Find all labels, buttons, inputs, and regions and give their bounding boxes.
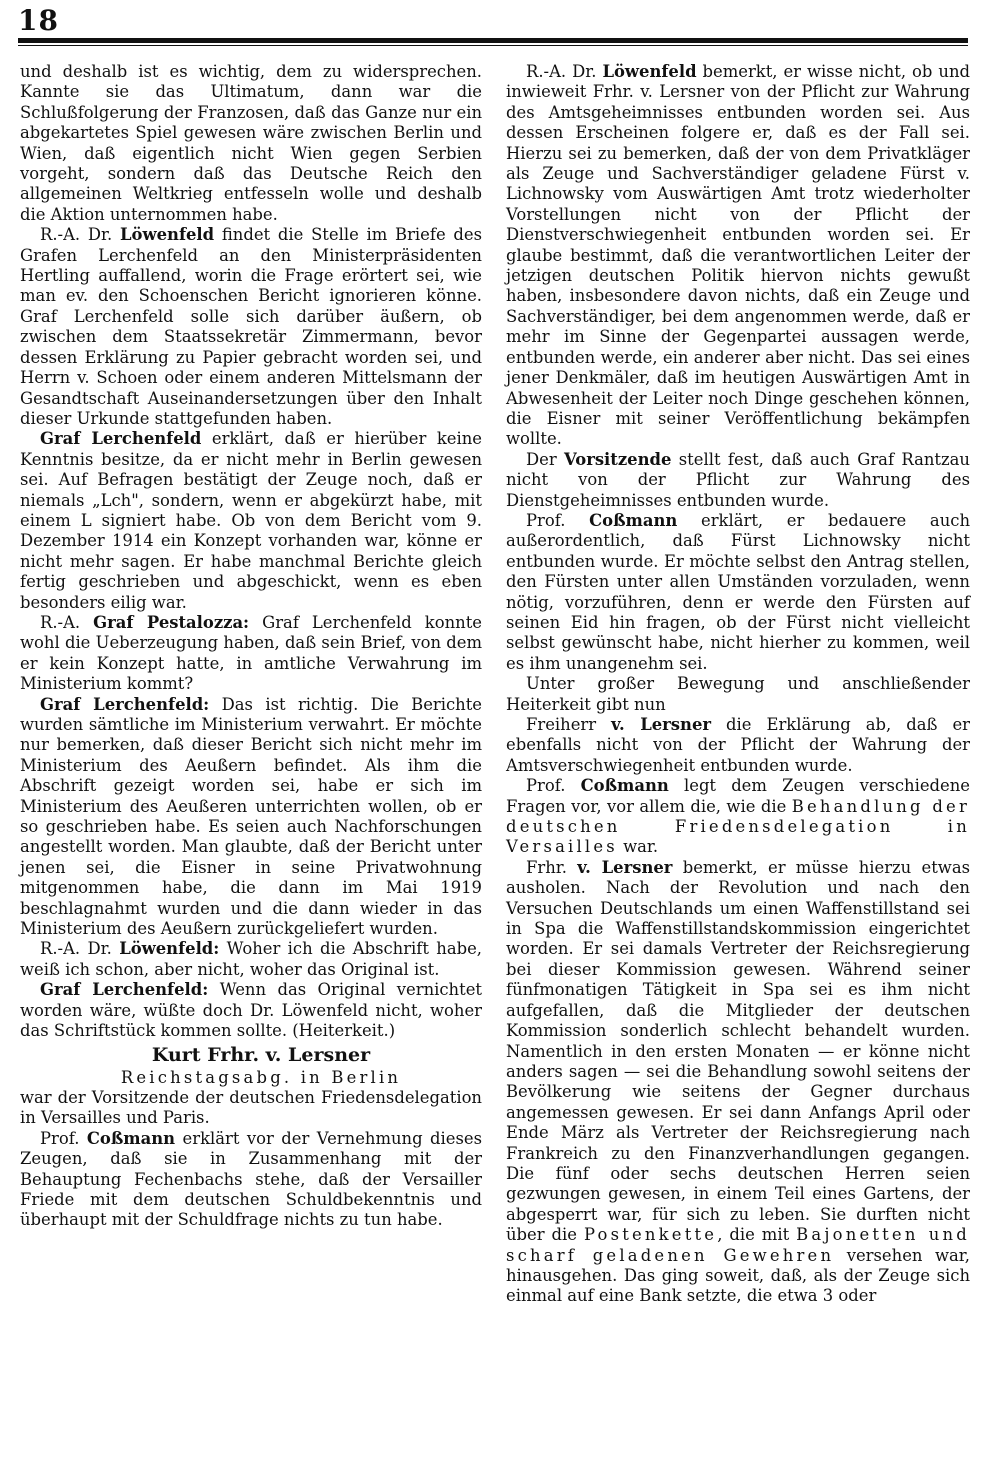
text-run: erklärt, er bedauere auch außerordentlich, daß Fürst Lichnowsky nicht entbunden wurde. Er möchte selbst den Antrag stellen, den Fürsten unter allen Umständen vorzuladen, wenn nötig, vorzuführen, denn er werde den Fürsten auf seinen Eid hin fragen, ob der Fürst nicht vielleicht selbst gewünscht habe, nicht hierher zu kommen, weil es ihm unangenehm sei. [506, 510, 970, 673]
section-heading: Kurt Frhr. v. Lersner [151, 1043, 371, 1066]
text-run: Der [526, 449, 565, 469]
emphasized-text: Bajonetten und scharf geladenen Gewehren [506, 1225, 970, 1265]
right-column [506, 62, 970, 1307]
paragraph [506, 715, 970, 776]
text-run: Freiherr [526, 715, 612, 734]
text-run: findet die Stelle im Briefe des Grafen Lerchenfeld an den Ministerpräsidenten Hertling auffallend, worin die Frage erörtert sei, wie man ev. den Schoenschen Bericht ignorieren könne. Graf Lerchenfeld solle sich darüber äußern, ob zwischen dem Staatssekretär Zimmermann, bevor dessen Erklärung zu Papier gebracht worden sei, und Herrn v. Schoen oder einem anderen Mittelsmann der Gesandtschaft Auseinandersetzungen über den Inhalt dieser Urkunde stattgefunden haben. [20, 225, 482, 428]
speaker-name: Coßmann [86, 1128, 176, 1148]
text-run: , die mit [717, 1225, 797, 1245]
page-number: 18 [18, 4, 59, 37]
text-run: erklärt vor der Vernehmung dieses Zeugen, daß sie in Zusammenhang mit der Behauptung Fechenbachs stehe, daß der Versailler Friede mit dem deutschen Schuldbekenntnis und überhaupt mit der Schuldfrage nichts zu tun habe. [20, 1128, 482, 1230]
paragraph [506, 674, 970, 715]
paragraph [506, 511, 970, 674]
text-run: Graf Lerchenfeld konnte wohl die Ueberzeugung haben, daß sein Brief, von dem er kein Konzept hatte, in amtliche Verwahrung im Ministerium kommt? [20, 612, 482, 694]
text-run: Woher ich die Abschrift habe, weiß ich schon, aber nicht, woher das Original ist. [20, 939, 483, 979]
speaker-name: Löwenfeld [602, 62, 697, 81]
speaker-name: Coßmann [589, 510, 678, 530]
paragraph [20, 939, 482, 980]
text-run: stellt fest, daß auch Graf Rantzau nicht von der Pflicht zur Wahrung des Dienstgeheimnisses entbunden wurde. [506, 449, 970, 510]
left-column [20, 62, 482, 1231]
text-run: bemerkt, er wisse nicht, ob und inwieweit Frhr. v. Lersner von der Pflicht zur Wahrung des Amtsgeheimnisses entbunden worden sei. Aus dessen Erscheinen folgere er, daß es der Fall sei. Hierzu sei zu bemerken, daß der von dem Privatkläger als Zeuge und Sachverständiger geladene Fürst v. Lichnowsky vom Auswärtigen Amt trotz wiederholter Vorstellungen nicht von der Pflicht der Dienstverschwiegenheit entbunden worden sei. Er glaube bestimmt, daß die verantwortlichen Leiter der jetzigen deutschen Politik hiervon nichts gewußt haben, insbesondere davon nichts, daß ein Zeuge und Sachverständiger, bei dem angenommen werde, daß er mehr im Sinne der Gegenpartei aussagen werde, entbunden werde, ein anderer aber nicht. Das sei eines jener Denkmäler, daß im heutigen Auswärtigen Amt in Abwesenheit der Leiter noch Dinge geschehen können, die Eisner mit seiner Veröffentlichung bekämpfen wollte. [506, 62, 970, 449]
paragraph [20, 980, 482, 1041]
speaker-name: Graf Lerchenfeld: [40, 694, 210, 714]
paragraph [506, 858, 970, 1307]
text-run: erklärt, daß er hierüber keine Kenntnis besitze, da er nicht mehr in Berlin gewesen sei. Auf Befragen bestätigt der Zeuge noch, daß er niemals „Lch", sondern, wenn er abgekürzt habe, mit einem L signiert habe. Ob von dem Bericht vom 9. Dezember 1914 ein Konzept vorhanden war, könne er nicht mehr sagen. Er habe manchmal Berichte gleich fertig geschrieben und abgeschickt, wenn es eben besonders eilig war. [20, 429, 482, 612]
paragraph [20, 613, 482, 695]
speaker-name: Löwenfeld: [119, 939, 220, 959]
text-run: Das ist richtig. Die Berichte wurden sämtliche im Ministerium verwahrt. Er möchte nur bemerken, daß dieser Bericht sich nicht mehr im Ministerium des Aeußern befindet. Als ihm die Abschrift gezeigt worden sei, habe er sich im Ministerium des Aeußeren unterrichten wollen, ob er so geschrieben habe. Es seien auch Nachforschungen angestellt worden. Man glaubte, daß der Bericht unter jenen sei, die Eisner in seine Privatwohnung mitgenommen habe, die dann im Mai 1919 beschlagnahmt wurden und die dann wieder in das Ministerium des Aeußern zurückgeliefert wurden. [20, 694, 482, 939]
paragraph [20, 62, 482, 225]
speaker-name: Vorsitzende [564, 449, 672, 469]
header-rule-thin [18, 45, 968, 46]
text-run: R.-A. Dr. [40, 225, 121, 245]
text-run: Unter großer Bewegung und anschließender Heiterkeit gibt nun [506, 674, 970, 714]
section-subheading: Reichstagsabg. in Berlin [120, 1067, 402, 1087]
emphasized-text: Behandlung der deutschen Friedensdelegation in Versailles [506, 796, 970, 857]
text-run: Wenn das Original vernichtet worden wäre, wüßte doch Dr. Löwenfeld nicht, woher das Schriftstück kommen sollte. (Heiterkeit.) [20, 980, 482, 1041]
paragraph [506, 776, 970, 858]
speaker-name: Löwenfeld [120, 225, 215, 245]
speaker-name: v. Lersner [611, 715, 712, 734]
text-run: und deshalb ist es wichtig, dem zu widersprechen. Kannte sie das Ultimatum, dann war die Schlußfolgerung der Franzosen, daß das Ganze nur ein abgekartetes Spiel gewesen wäre zwischen Berlin und Wien, daß eigentlich nicht Wien gegen Serbien vorgeht, sondern daß das Deutsche Reich den allgemeinen Weltkrieg entfesseln wolle und deshalb die Aktion unternommen habe. [20, 62, 482, 224]
text-run: R.-A. [40, 612, 94, 632]
speaker-name: Coßmann [580, 776, 669, 796]
text-run: Frhr. [526, 857, 578, 877]
paragraph [20, 695, 482, 940]
paragraph [20, 225, 482, 429]
speaker-name: Graf Lerchenfeld: [40, 980, 209, 1000]
text-run: legt dem Zeugen verschiedene Fragen vor, vor allem die, wie die [506, 776, 970, 816]
paragraph [20, 429, 482, 613]
text-run: die Erklärung ab, daß er ebenfalls nicht von der Pflicht der Wahrung der Amtsverschwiegenheit entbunden wurde. [506, 715, 970, 775]
text-run: bemerkt, er müsse hierzu etwas ausholen. Nach der Revolution und nach den Versuchen Deutschlands um einen Waffenstillstand sei in Spa die Waffenstillstandskommission eingerichtet worden. Er sei damals Vertreter der Reichsregierung bei dieser Kommission gewesen. Während seiner fünfmonatigen Tätigkeit in Spa sei es ihm nicht aufgefallen, daß die Mitglieder der deutschen Kommission sonderlich schlecht behandelt wurden. Namentlich in den ersten Monaten — er könne nicht anders sagen — sei die Behandlung sowohl seitens der Bevölkerung wie seitens der Gegner durchaus angemessen gewesen. Er sei dann Anfangs April oder Ende März als Vertreter der Reichsregierung nach Frankreich zu den Finanzverhandlungen gegangen. Die fünf oder sechs deutschen Herren seien gezwungen gewesen, in einem Teil eines Gartens, der abgesperrt war, für sich zu leben. Sie durften nicht über die [506, 857, 971, 1245]
speaker-name: v. Lersner [577, 857, 673, 877]
text-run: war der Vorsitzende der deutschen Friedensdelegation in Versailles und Paris. [20, 1087, 482, 1128]
paragraph [506, 450, 970, 511]
paragraph [20, 1129, 482, 1231]
text-run: versehen war, hinausgehen. Das ging soweit, daß, als der Zeuge sich einmal auf eine Bank setzte, die etwa 3 oder [506, 1245, 970, 1306]
text-run: Prof. [526, 776, 581, 796]
text-run: Prof. [40, 1128, 87, 1148]
paragraph [20, 1088, 482, 1129]
text-run: Prof. [526, 510, 590, 530]
speaker-name: Graf Lerchenfeld [40, 429, 202, 449]
speaker-name: Graf Pestalozza: [93, 612, 250, 632]
header-rule-thick [18, 38, 968, 43]
text-run: war. [617, 837, 659, 857]
page-header [18, 4, 968, 44]
paragraph [506, 62, 970, 450]
text-run: R.-A. Dr. [40, 939, 120, 959]
text-run: R.-A. Dr. [526, 62, 603, 81]
emphasized-text: Postenkette [583, 1225, 718, 1245]
